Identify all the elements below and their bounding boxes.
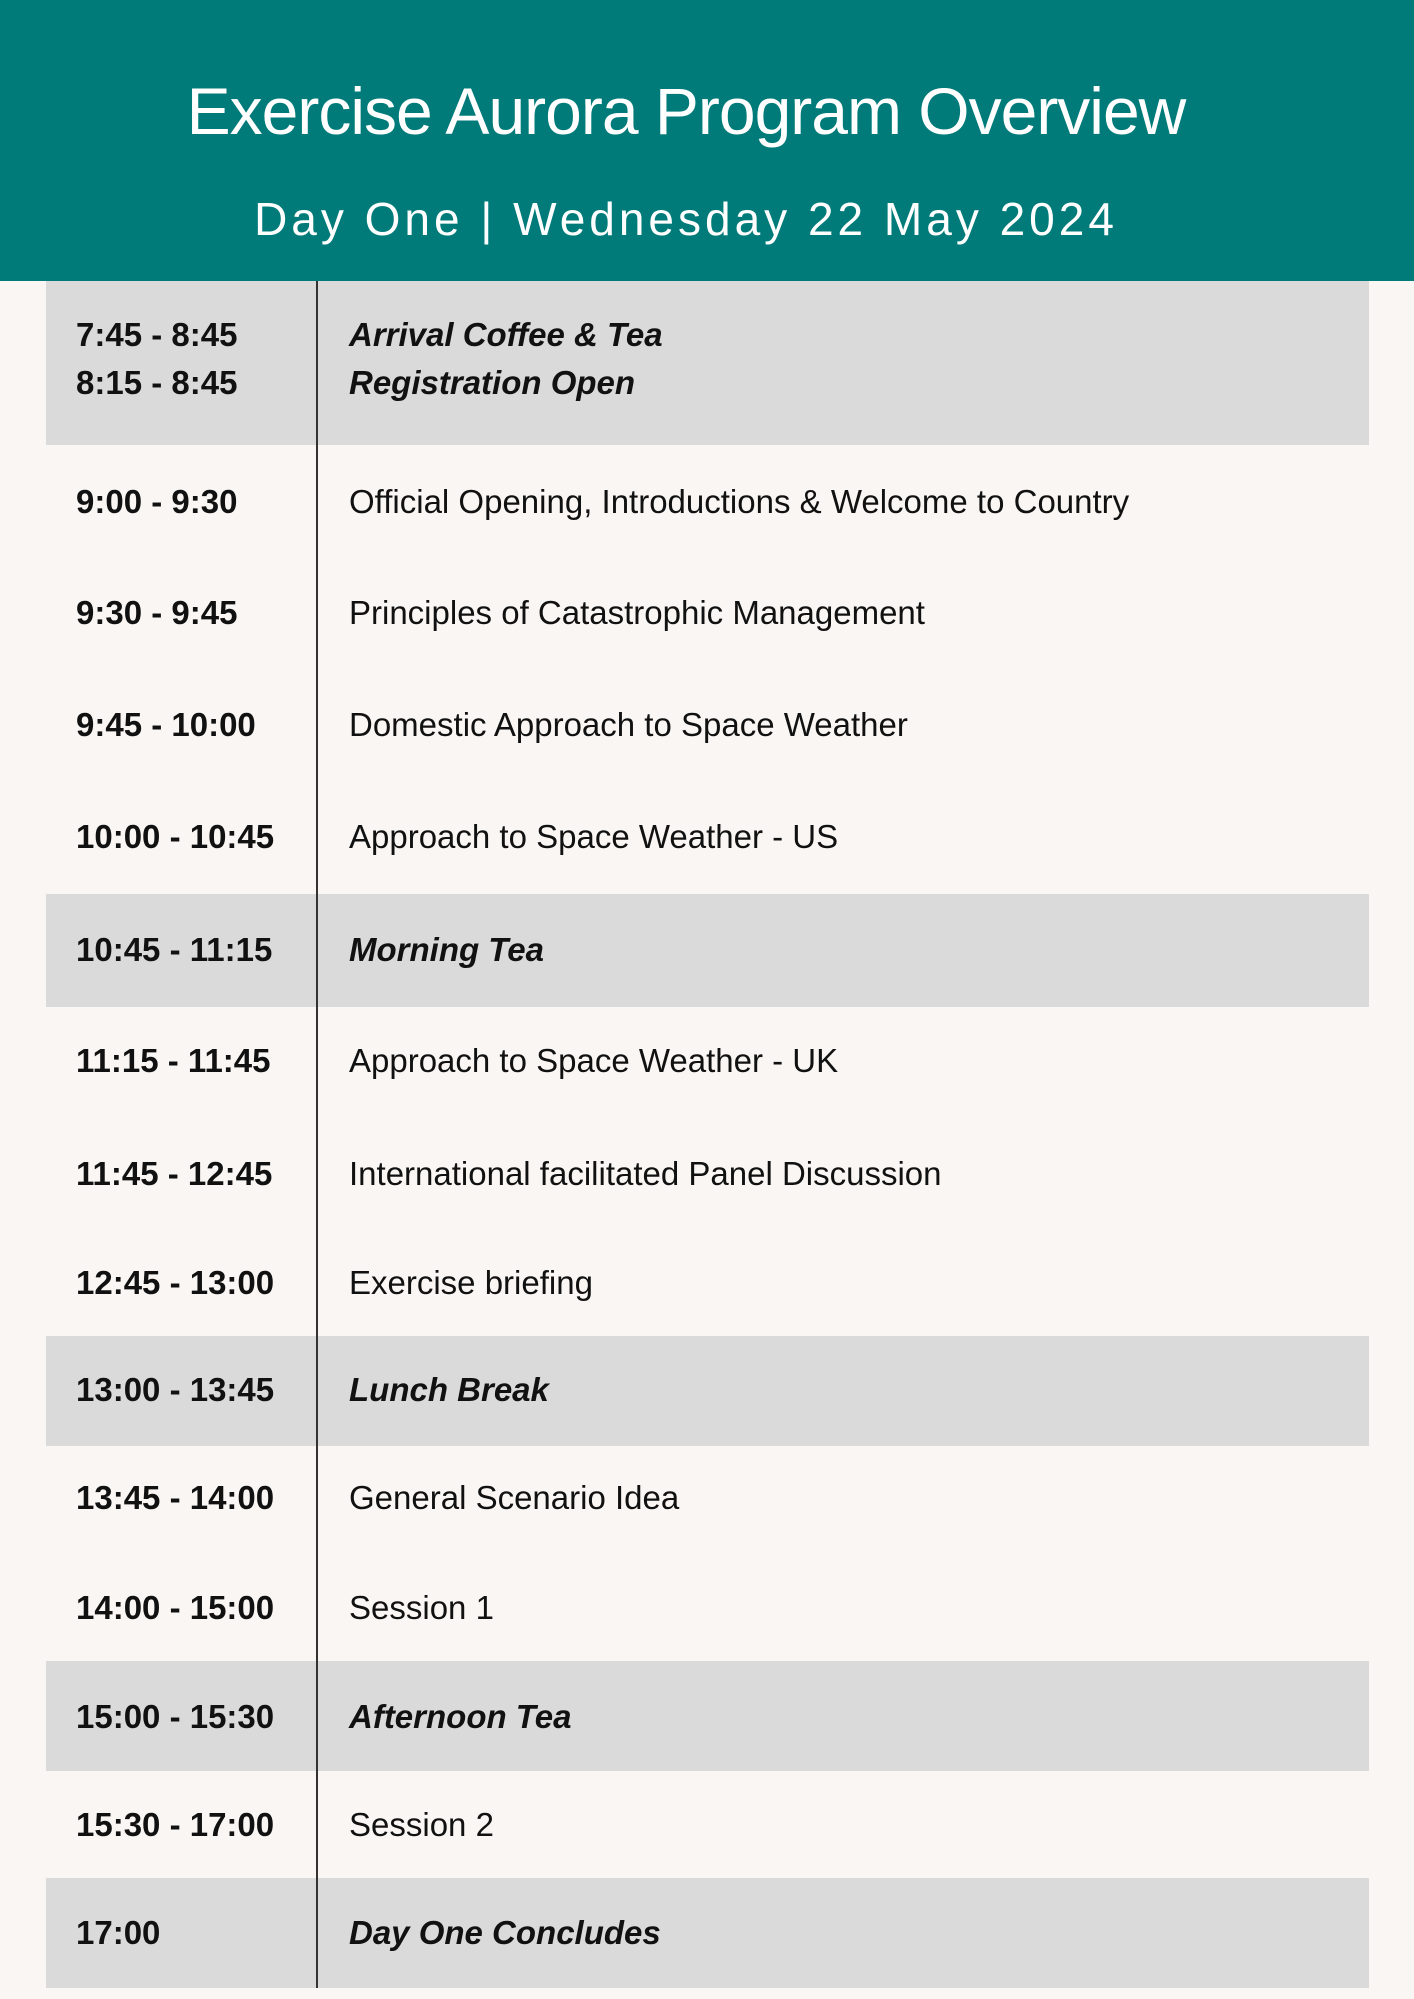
schedule-time: 9:00 - 9:30 xyxy=(76,483,238,520)
schedule-time: 15:00 - 15:30 xyxy=(76,1698,275,1735)
schedule-event: Day One Concludes xyxy=(349,1914,661,1951)
schedule-time: 10:00 - 10:45 xyxy=(76,818,275,855)
schedule-event: Official Opening, Introductions & Welcome to Country xyxy=(349,483,1130,520)
schedule-time: 7:45 - 8:45 xyxy=(76,316,238,353)
schedule-row-lunch xyxy=(46,1336,1369,1446)
schedule-event: Session 2 xyxy=(349,1806,494,1843)
schedule-time: 13:00 - 13:45 xyxy=(76,1371,275,1408)
schedule-row xyxy=(46,1554,1369,1661)
schedule-row xyxy=(46,557,1369,669)
schedule-event: General Scenario Idea xyxy=(349,1479,680,1516)
schedule-time: 10:45 - 11:15 xyxy=(76,931,273,968)
schedule-event: Principles of Catastrophic Management xyxy=(349,594,925,631)
page-title: Exercise Aurora Program Overview xyxy=(186,74,1186,148)
schedule-event: Lunch Break xyxy=(349,1371,549,1408)
page-subtitle: Day One | Wednesday 22 May 2024 xyxy=(254,193,1118,245)
schedule-event: Approach to Space Weather - UK xyxy=(349,1042,839,1079)
schedule-time: 9:30 - 9:45 xyxy=(76,594,238,631)
column-divider xyxy=(316,281,318,1988)
schedule-time: 15:30 - 17:00 xyxy=(76,1806,275,1843)
schedule-time: 8:15 - 8:45 xyxy=(76,364,238,401)
schedule-time: 14:00 - 15:00 xyxy=(76,1589,275,1626)
schedule-event: Domestic Approach to Space Weather xyxy=(349,706,908,743)
schedule-time: 11:15 - 11:45 xyxy=(76,1042,271,1079)
schedule-event: Afternoon Tea xyxy=(349,1698,572,1735)
schedule-event: Arrival Coffee & Tea xyxy=(349,316,663,353)
schedule-row-morning-tea xyxy=(46,894,1369,1007)
schedule-event: Morning Tea xyxy=(349,931,544,968)
schedule-row xyxy=(46,1446,1369,1554)
schedule-time: 12:45 - 13:00 xyxy=(76,1264,275,1301)
schedule-row-conclusion xyxy=(46,1878,1369,1988)
schedule-time: 11:45 - 12:45 xyxy=(76,1155,273,1192)
schedule-row xyxy=(46,1119,1369,1231)
schedule-event: Session 1 xyxy=(349,1589,494,1626)
schedule-row xyxy=(46,1007,1369,1119)
schedule-event: Exercise briefing xyxy=(349,1264,593,1301)
schedule-row xyxy=(46,445,1369,557)
schedule-time: 13:45 - 14:00 xyxy=(76,1479,275,1516)
schedule-event: Registration Open xyxy=(349,364,636,401)
schedule-row xyxy=(46,1771,1369,1878)
schedule-row-afternoon-tea xyxy=(46,1661,1369,1771)
schedule-event: International facilitated Panel Discussion xyxy=(349,1155,942,1192)
schedule-event: Approach to Space Weather - US xyxy=(349,818,839,855)
schedule-row xyxy=(46,669,1369,781)
schedule-row xyxy=(46,781,1369,893)
schedule-time: 9:45 - 10:00 xyxy=(76,706,256,743)
schedule-row xyxy=(46,1231,1369,1336)
page-header xyxy=(0,0,1414,281)
schedule-row-arrival xyxy=(46,281,1369,445)
schedule-time: 17:00 xyxy=(76,1914,161,1951)
